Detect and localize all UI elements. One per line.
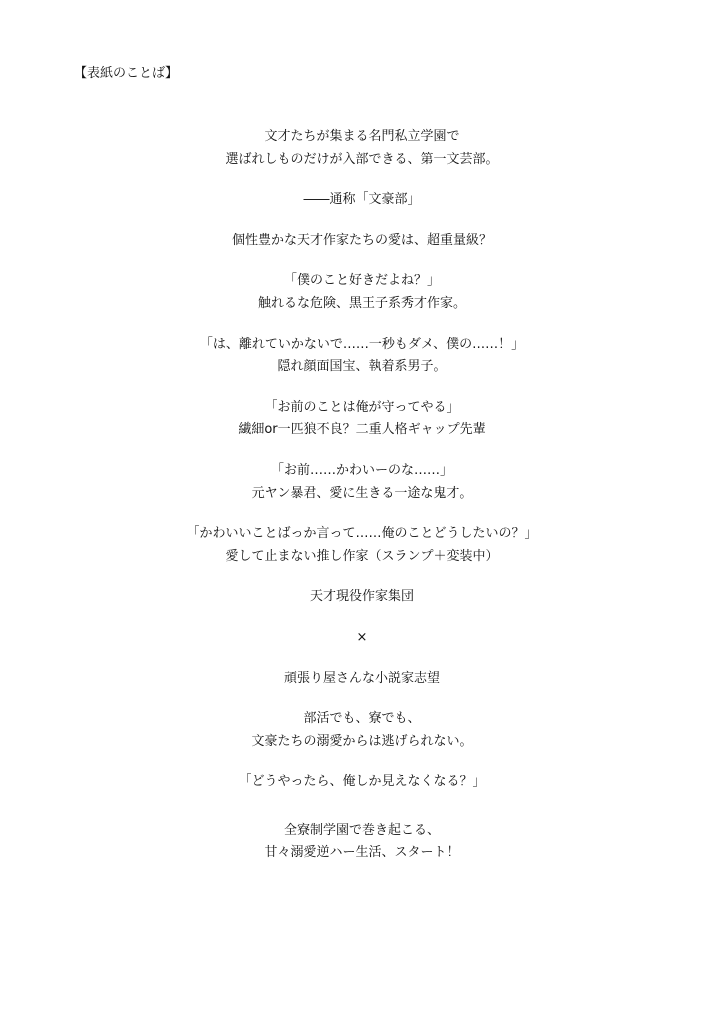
blurb-line: 頑張り屋さんな小説家志望 — [283, 670, 440, 686]
blurb-line: 「お前のことは俺が守ってやる」 — [264, 399, 460, 415]
blurb-line: 個性豊かな天才作家たちの愛は、超重量級？ — [231, 232, 492, 248]
blurb-line: 天才現役作家集団 — [309, 589, 414, 605]
blurb-line: 「かわいいことばっか言って……俺のことどうしたいの？」 — [186, 526, 538, 542]
blurb-line: ――通称「文豪部」 — [303, 192, 421, 208]
blurb-line: 愛して止まない推し作家（スランプ＋変装中） — [225, 548, 499, 564]
cover-blurb — [0, 126, 724, 865]
blurb-line: 「は、離れていかないで……一秒もダメ、僕の……！」 — [199, 336, 525, 352]
blurb-line: 隠れ顔面国宝、執着系男子。 — [277, 359, 447, 375]
blurb-line: 触れるな危険、黒王子系秀才作家。 — [257, 295, 466, 311]
blurb-line: 元ヤン暴君、愛に生きる一途な鬼才。 — [251, 485, 473, 501]
blurb-line: 文豪たちの溺愛からは逃げられない。 — [251, 733, 473, 749]
blurb-line: 全寮制学園で巻き起こる、 — [283, 822, 440, 838]
blurb-line: 選ばれしものだけが入部できる、第一文芸部。 — [225, 151, 499, 167]
blurb-line: 甘々溺愛逆ハー生活、スタート！ — [264, 845, 460, 861]
blurb-line: 「僕のこと好きだよね？」 — [283, 273, 440, 289]
blurb-line: × — [356, 629, 368, 645]
blurb-line: 繊細or一匹狼不良？二重人格ギャップ先輩 — [238, 422, 486, 438]
section-heading: 【表紙のことば】 — [74, 66, 179, 81]
blurb-line: 文才たちが集まる名門私立学園で — [264, 129, 460, 144]
blurb-line: 「お前……かわいーのな……」 — [270, 462, 453, 478]
blurb-line: 「どうやったら、俺しか見えなくなる？」 — [238, 774, 486, 790]
blurb-line: 部活でも、寮でも、 — [303, 711, 421, 727]
